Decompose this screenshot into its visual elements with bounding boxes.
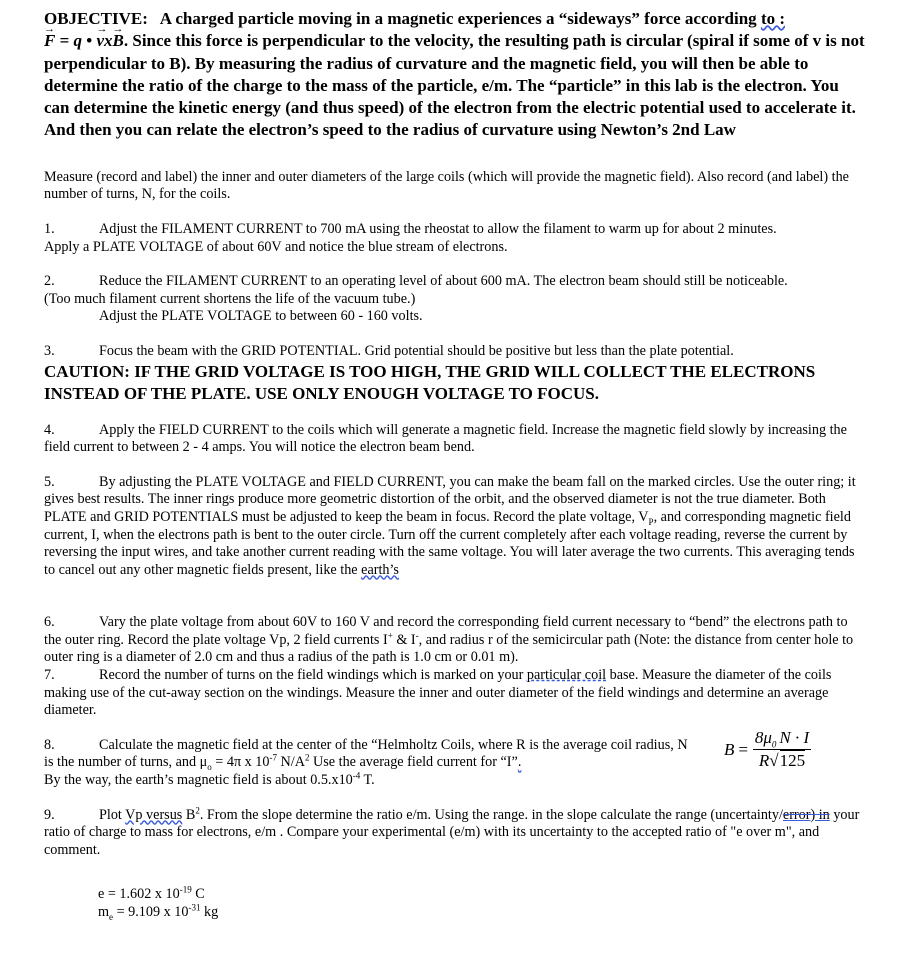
- subscript: 0: [771, 739, 777, 750]
- vp-versus-link[interactable]: Vp versus: [125, 806, 183, 823]
- step-text: Use the average field current for “I”: [309, 754, 518, 771]
- formula-q: q: [73, 31, 83, 51]
- objective-body: . Since this force is perpendicular to the velocity, the resulting path is circular (spiral if some of v is not perpendicular to B). By measuring the radius of curvature and the magnetic field, you will then be able to determine the ratio of the charge to the mass of the particle, e/m. The “particle” in this lab is the electron. You can determine the kinetic energy (and thus speed) of the electron from the electric potential used to accelerate it. And then you can relate the electron’s speed to the radius of curvature using Newton’s 2nd Law: [44, 31, 865, 140]
- particular-coil-link[interactable]: particular coil: [526, 667, 607, 684]
- step-text: By the way, the earth’s magnetic field is about 0.5.x10: [44, 772, 353, 789]
- numerator-rest: N · I: [779, 728, 810, 747]
- error-in-correction[interactable]: error) in: [782, 806, 830, 823]
- step-number: 9.: [44, 806, 55, 823]
- force-vector: → F: [44, 30, 55, 52]
- step-text: Calculate the magnetic field at the center of the “Helmholtz Coils, where R is the average coil radius, N is the number of turns, and μ: [44, 736, 688, 771]
- subscript: P: [648, 516, 654, 527]
- step-text: Vary the plate voltage from about 60V to 160 V and record the corresponding field current necessary to “bend” the electrons path to the outer ring. Record the plate voltage Vp, 2 field currents I: [44, 614, 848, 648]
- step-text: T.: [360, 772, 375, 789]
- step-number: 4.: [44, 421, 55, 438]
- step-text: By adjusting the PLATE VOLTAGE and FIELD CURRENT, you can make the beam fall on the marked circles. Use the outer ring; it gives best results. The inner rings produce more geometric distortion of the orbit, and the observed diameter is not the true diameter. Both PLATE and GRID POTENTIALS must be adjusted to keep the beam in focus. Record the plate voltage, V: [44, 473, 856, 525]
- step-text: your ratio of charge to mass for electrons, e/m . Compare your experimental (e/m) with its uncertainty to the accepted ratio of "e over m", and comment.: [44, 806, 860, 858]
- formula-equals: =: [55, 31, 74, 51]
- velocity-vector: → v: [96, 30, 104, 52]
- earths-link[interactable]: earth’s: [361, 561, 399, 578]
- superscript: +: [387, 630, 393, 641]
- constant-label: e = 1.602 x 10: [98, 886, 180, 903]
- step-text: , and radius r of the semicircular path (Note: the distance from center hole to outer ring is a diameter of 2.0 cm and thus a radius of the path is 1.0 cm or 0.01 m).: [44, 631, 854, 666]
- step-6: [44, 614, 866, 667]
- step-9: [44, 804, 866, 860]
- helmholtz-formula: [724, 728, 811, 771]
- step-text: , and corresponding magnetic field current, I, when the electrons path is bent to the outer circle. Turn off the current completely after each voltage reading, reverse the current by reversing the input wires, and take another current reading with the same voltage. You will later average the two currents. This averaging tends to cancel out any other magnetic fields present, like the: [44, 508, 855, 578]
- constants-block: [44, 886, 866, 921]
- lab-document: [44, 8, 866, 922]
- subscript: e: [109, 911, 114, 922]
- step-text: Focus the beam with the GRID POTENTIAL. Grid potential should be positive but less than the plate potential.: [99, 342, 734, 359]
- unit: kg: [200, 904, 219, 920]
- formula-denominator: [759, 750, 805, 771]
- formula-cross: x: [104, 31, 113, 51]
- step-text: Apply a PLATE VOLTAGE of about 60V and notice the blue stream of electrons.: [44, 238, 508, 255]
- objective-intro: A charged particle moving in a magnetic experiences a “sideways” force according: [159, 9, 761, 28]
- formula-lhs: B: [724, 739, 735, 759]
- step-text: = 4π x 10: [211, 754, 270, 771]
- step-7: [44, 667, 866, 720]
- step-text: . From the slope determine the ratio e/m. Using the range. in the slope calculate the range (uncertainty/: [199, 806, 783, 823]
- subscript: o: [207, 762, 212, 773]
- step-number: 5.: [44, 473, 55, 490]
- step-2: [44, 273, 866, 326]
- constant-value: = 9.109 x 10: [113, 904, 189, 920]
- numerator-mu: 8μ: [754, 728, 772, 747]
- step-text: Plot: [99, 806, 126, 823]
- step-text: (Too much filament current shortens the life of the vacuum tube.): [44, 290, 416, 307]
- period-link[interactable]: .: [517, 754, 522, 771]
- step-text: B: [182, 806, 196, 823]
- step-text: Adjust the PLATE VOLTAGE to between 60 - 160 volts.: [99, 308, 423, 325]
- step-text: Apply the FIELD CURRENT to the coils which will generate a magnetic field. Increase the magnetic field slowly by increasing the field current to between 2 - 4 amps. You will notice the electron beam bend.: [44, 421, 847, 456]
- constant-label: m: [98, 904, 110, 920]
- exponent: -31: [188, 902, 201, 913]
- caution-warning: CAUTION: IF THE GRID VOLTAGE IS TOO HIGH, THE GRID WILL COLLECT THE ELECTRONS INSTEAD OF THE PLATE. USE ONLY ENOUGH VOLTAGE TO FOCUS.: [44, 361, 816, 403]
- step-number: 6.: [44, 614, 55, 631]
- electron-charge: [98, 886, 866, 904]
- step-text: N/A: [276, 754, 305, 771]
- superscript: -: [415, 630, 419, 641]
- unit: C: [191, 886, 205, 903]
- objective-paragraph: [44, 8, 866, 142]
- formula-dot: •: [82, 31, 97, 51]
- formula-numerator: [753, 728, 811, 750]
- step-number: 1.: [44, 220, 55, 237]
- step-3: [44, 343, 866, 361]
- step-number: 8.: [44, 736, 55, 753]
- sqrt-symbol: √: [769, 751, 779, 770]
- step-number: 3.: [44, 342, 55, 359]
- step-number: 7.: [44, 667, 55, 684]
- superscript: -4: [352, 770, 361, 781]
- step-8: [44, 737, 694, 790]
- step-number: 2.: [44, 273, 55, 290]
- electron-mass: [98, 904, 866, 922]
- step-text: Record the number of turns on the field windings which is marked on your: [99, 667, 527, 684]
- denominator-r: R: [758, 751, 770, 770]
- step-5: [44, 474, 866, 580]
- step-text: base. Measure the diameter of the coils making use of the cut-away section on the windings. Measure the inner and outer diameter of the field windings and determine an average diameter.: [44, 667, 832, 719]
- superscript: 2: [195, 804, 200, 815]
- step-4: [44, 422, 866, 457]
- step-1: [44, 221, 866, 256]
- step-text: & I: [392, 631, 416, 648]
- superscript: 2: [304, 752, 310, 763]
- formula-fraction: [753, 728, 811, 771]
- superscript: -7: [269, 752, 277, 763]
- formula-equals: =: [737, 739, 749, 759]
- step-text: Reduce the FILAMENT CURRENT to an operating level of about 600 mA. The electron beam should still be noticeable.: [99, 273, 788, 290]
- objective-to-link[interactable]: to :: [760, 9, 786, 28]
- field-vector: → B: [113, 30, 124, 52]
- sqrt-value: 125: [779, 751, 806, 770]
- step-text: Adjust the FILAMENT CURRENT to 700 mA using the rheostat to allow the filament to warm up for about 2 minutes.: [99, 220, 777, 237]
- exponent: -19: [179, 884, 192, 895]
- measure-paragraph: Measure (record and label) the inner and outer diameters of the large coils (which will provide the magnetic field). Also record (and label) the number of turns, N, for the coils.: [44, 168, 849, 203]
- objective-heading: OBJECTIVE:: [44, 9, 148, 28]
